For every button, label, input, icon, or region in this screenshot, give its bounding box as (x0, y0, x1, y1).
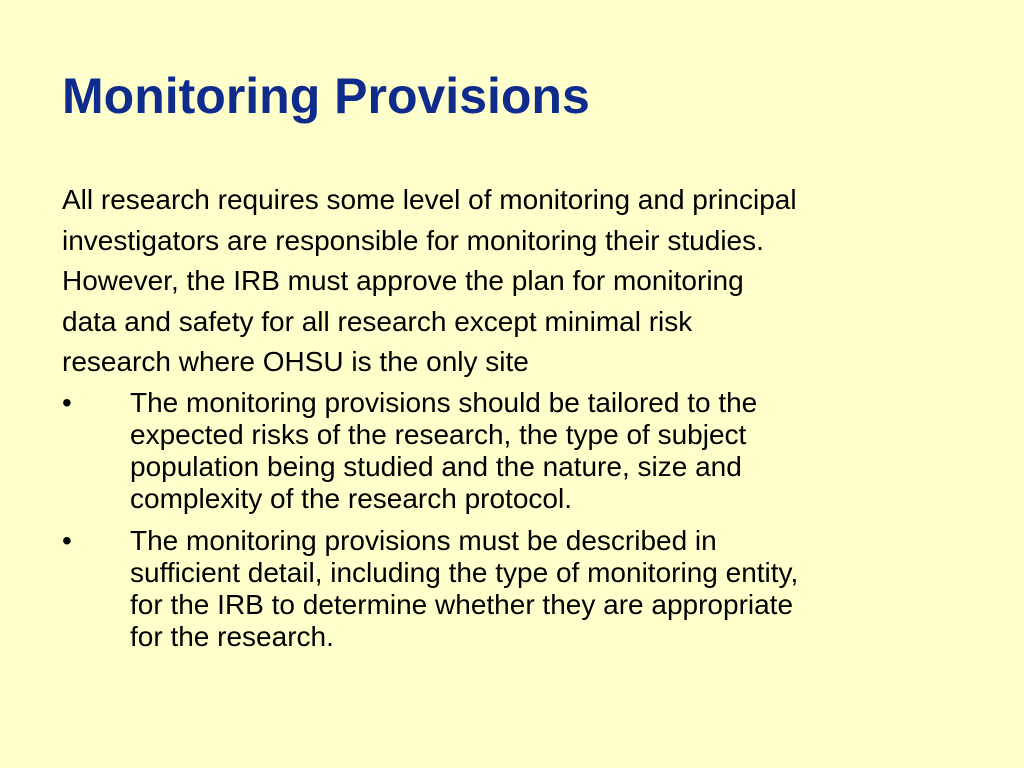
intro-paragraph (62, 180, 982, 383)
bullet-line: for the research. (130, 621, 334, 652)
bullet-text (130, 525, 982, 653)
bullet-line: for the IRB to determine whether they are appropriate (130, 589, 794, 620)
bullet-line: population being studied and the nature, size and (130, 451, 742, 482)
bullet-line: sufficient detail, including the type of monitoring entity, (130, 557, 799, 588)
intro-line: However, the IRB must approve the plan for monitoring (62, 265, 744, 296)
intro-line: research where OHSU is the only site (62, 346, 529, 377)
bullet-text (130, 387, 982, 515)
bullet-line: The monitoring provisions must be described in (130, 525, 717, 556)
intro-line: data and safety for all research except minimal risk (62, 305, 693, 337)
intro-line: investigators are responsible for monitoring their studies. (62, 224, 764, 256)
bullet-list (62, 387, 982, 663)
bullet-item (62, 525, 982, 653)
bullet-item (62, 387, 982, 515)
bullet-marker: • (62, 525, 72, 556)
bullet-marker: • (62, 387, 72, 418)
intro-line: All research requires some level of monitoring and principal (62, 184, 797, 215)
bullet-line: The monitoring provisions should be tailored to the (130, 387, 758, 418)
bullet-line: expected risks of the research, the type of subject (130, 419, 747, 450)
bullet-line: complexity of the research protocol. (130, 483, 572, 514)
slide-title: Monitoring Provisions (62, 68, 590, 124)
